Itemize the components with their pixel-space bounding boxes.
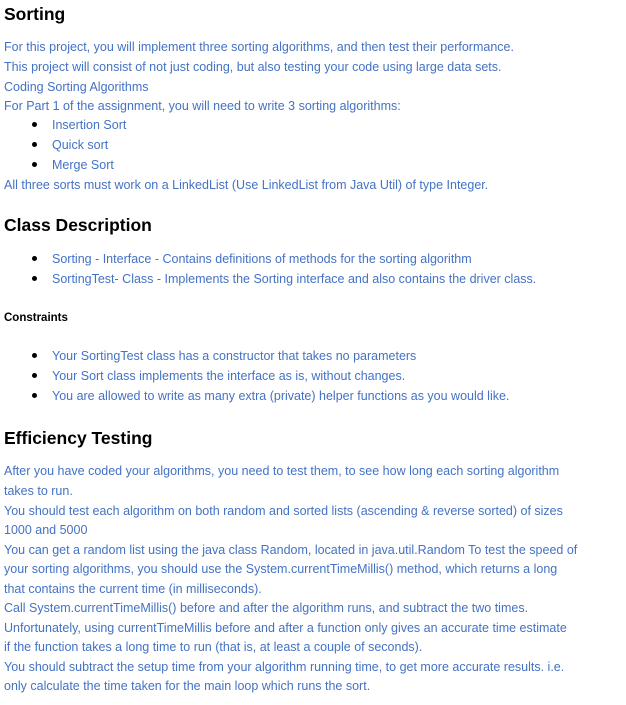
bullet-dot-icon	[32, 162, 37, 167]
sorting-intro-line: For this project, you will implement three sorting algorithms, and then test their performance.	[4, 40, 514, 54]
bullet-dot-icon	[32, 353, 37, 358]
list-item-text: Insertion Sort	[52, 118, 127, 132]
efficiency-line: Unfortunately, using currentTimeMillis before and after a function only gives an accurate time estimate	[4, 621, 567, 635]
sorting-intro-line: Coding Sorting Algorithms	[4, 80, 149, 94]
constraints-heading: Constraints	[4, 312, 68, 324]
list-item	[0, 249, 536, 269]
bullet-dot-icon	[32, 142, 37, 147]
list-item	[0, 115, 126, 135]
efficiency-line: You should subtract the setup time from your algorithm running time, to get more accurate results. i.e.	[4, 660, 565, 674]
class-description-heading: Class Description	[4, 215, 152, 235]
list-item-text: Quick sort	[52, 138, 109, 152]
efficiency-line: takes to run.	[4, 484, 73, 498]
list-item	[0, 155, 126, 175]
sorting-intro-line: For Part 1 of the assignment, you will need to write 3 sorting algorithms:	[4, 99, 401, 113]
efficiency-line: Call System.currentTimeMillis() before and after the algorithm runs, and subtract the two times.	[4, 601, 529, 615]
efficiency-line: You can get a random list using the java class Random, located in java.util.Random To test the speed of	[4, 543, 578, 557]
bullet-dot-icon	[32, 393, 37, 398]
bullet-dot-icon	[32, 276, 37, 281]
efficiency-line: 1000 and 5000	[4, 523, 88, 537]
list-item-text: Your Sort class implements the interface as is, without changes.	[52, 369, 406, 383]
list-item	[0, 135, 126, 155]
list-item	[0, 346, 509, 366]
list-item-text: Merge Sort	[52, 158, 114, 172]
bullet-dot-icon	[32, 373, 37, 378]
bullet-dot-icon	[32, 256, 37, 261]
constraints-list	[0, 346, 509, 406]
sorting-algorithms-list	[0, 115, 126, 175]
sorting-footer-line: All three sorts must work on a LinkedList (Use LinkedList from Java Util) of type Integer.	[4, 178, 489, 192]
list-item	[0, 366, 509, 386]
efficiency-line: only calculate the time taken for the main loop which runs the sort.	[4, 679, 371, 693]
efficiency-line: After you have coded your algorithms, you need to test them, to see how long each sorting algorithm	[4, 464, 560, 478]
list-item-text: Your SortingTest class has a constructor that takes no parameters	[52, 349, 417, 363]
list-item	[0, 269, 536, 289]
list-item-text: Sorting - Interface - Contains definitions of methods for the sorting algorithm	[52, 252, 472, 266]
list-item-text: You are allowed to write as many extra (private) helper functions as you would like.	[52, 389, 510, 403]
efficiency-line: that contains the current time (in milliseconds).	[4, 582, 262, 596]
class-description-list	[0, 249, 536, 289]
list-item-text: SortingTest- Class - Implements the Sorting interface and also contains the driver class.	[52, 272, 537, 286]
sorting-intro-line: This project will consist of not just coding, but also testing your code using large data sets.	[4, 60, 502, 74]
efficiency-line: your sorting algorithms, you should use the System.currentTimeMillis() method, which returns a long	[4, 562, 558, 576]
efficiency-testing-heading: Efficiency Testing	[4, 428, 153, 448]
sorting-heading: Sorting	[4, 4, 66, 24]
bullet-dot-icon	[32, 122, 37, 127]
efficiency-line: You should test each algorithm on both random and sorted lists (ascending & reverse sorted) of sizes	[4, 504, 563, 518]
efficiency-line: if the function takes a long time to run (that is, at least a couple of seconds).	[4, 640, 423, 654]
list-item	[0, 386, 509, 406]
